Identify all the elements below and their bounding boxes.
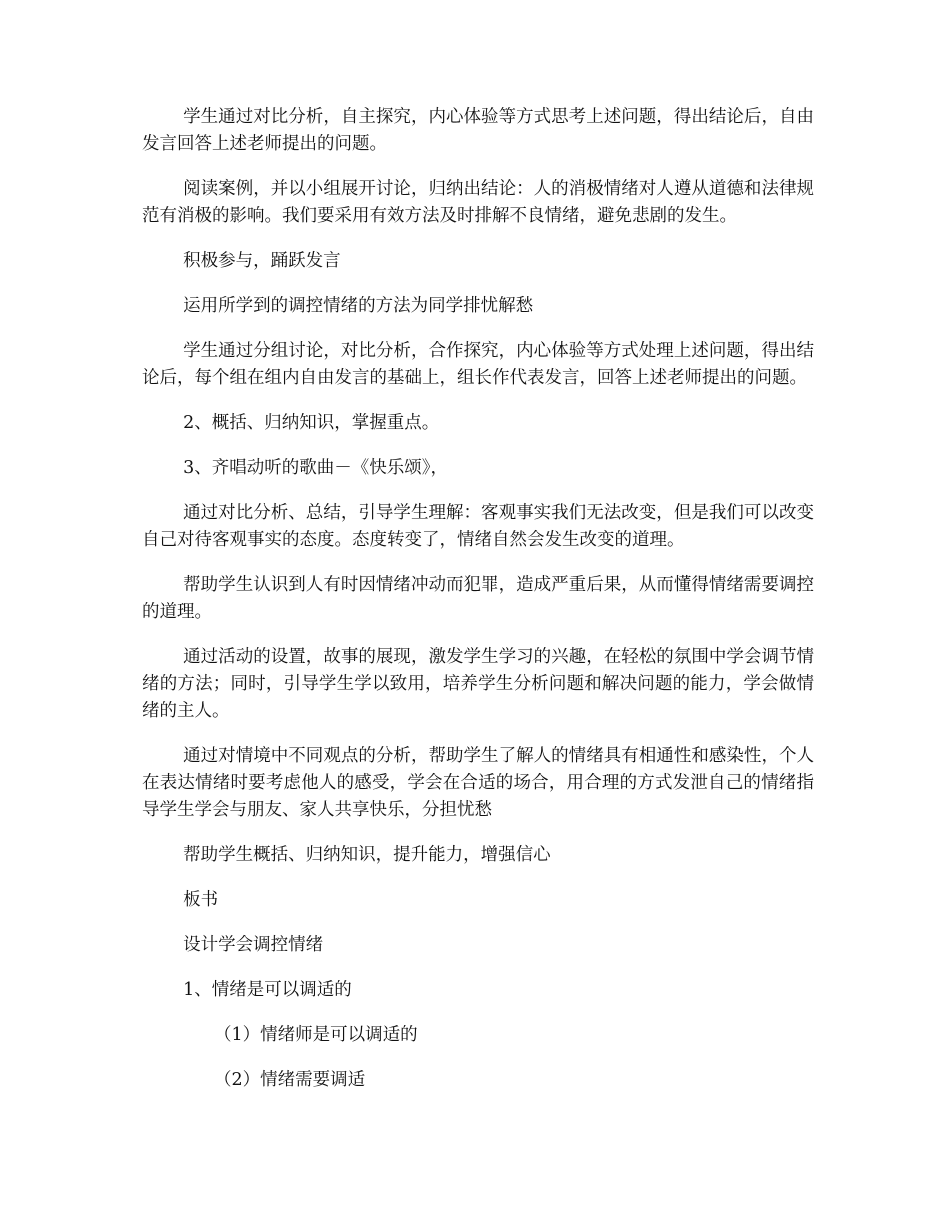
paragraph-8: 通过对比分析、总结，引导学生理解：客观事实我们无法改变，但是我们可以改变自己对待客观事实的态度。态度转变了，情绪自然会发生改变的道理。 [142,503,814,550]
paragraph-14: 设计学会调控情绪 [183,935,324,955]
paragraph-11: 通过对情境中不同观点的分析，帮助学生了解人的情绪具有相通性和感染性，个人在表达情绪时要考虑他人的感受，学会在合适的场合，用合理的方式发泄自己的情绪指导学生学会与朋友、家人共享快乐，分担忧愁 [142,746,814,820]
paragraph-13: 板书 [183,890,219,910]
paragraph-1: 学生通过对比分析，自主探究，内心体验等方式思考上述问题，得出结论后，自由发言回答上述老师提出的问题。 [142,107,814,154]
paragraph-2: 阅读案例，并以小组展开讨论，归纳出结论：人的消极情绪对人遵从道德和法律规范有消极的影响。我们要采用有效方法及时排解不良情绪，避免悲剧的发生。 [142,179,814,226]
paragraph-10: 通过活动的设置，故事的展现，激发学生学习的兴趣，在轻松的氛围中学会调节情绪的方法；同时，引导学生学以致用，培养学生分析问题和解决问题的能力，学会做情绪的主人。 [142,647,814,721]
document-page [142,104,814,1112]
paragraph-9: 帮助学生认识到人有时因情绪冲动而犯罪，造成严重后果，从而懂得情绪需要调控的道理。 [142,575,814,622]
paragraph-3: 积极参与，踊跃发言 [183,251,341,271]
paragraph-7: 3、齐唱动听的歌曲－《快乐颂》， [183,458,449,478]
paragraph-5: 学生通过分组讨论，对比分析，合作探究，内心体验等方式处理上述问题，得出结论后，每个组在组内自由发言的基础上，组长作代表发言，回答上述老师提出的问题。 [142,341,814,388]
paragraph-4: 运用所学到的调控情绪的方法为同学排忧解愁 [183,296,534,316]
paragraph-17: （2）情绪需要调适 [214,1070,366,1090]
paragraph-15: 1、情绪是可以调适的 [183,980,352,1000]
paragraph-6: 2、概括、归纳知识，掌握重点。 [183,413,440,433]
paragraph-16: （1）情绪师是可以调适的 [214,1025,418,1045]
paragraph-12: 帮助学生概括、归纳知识，提升能力，增强信心 [183,845,551,865]
